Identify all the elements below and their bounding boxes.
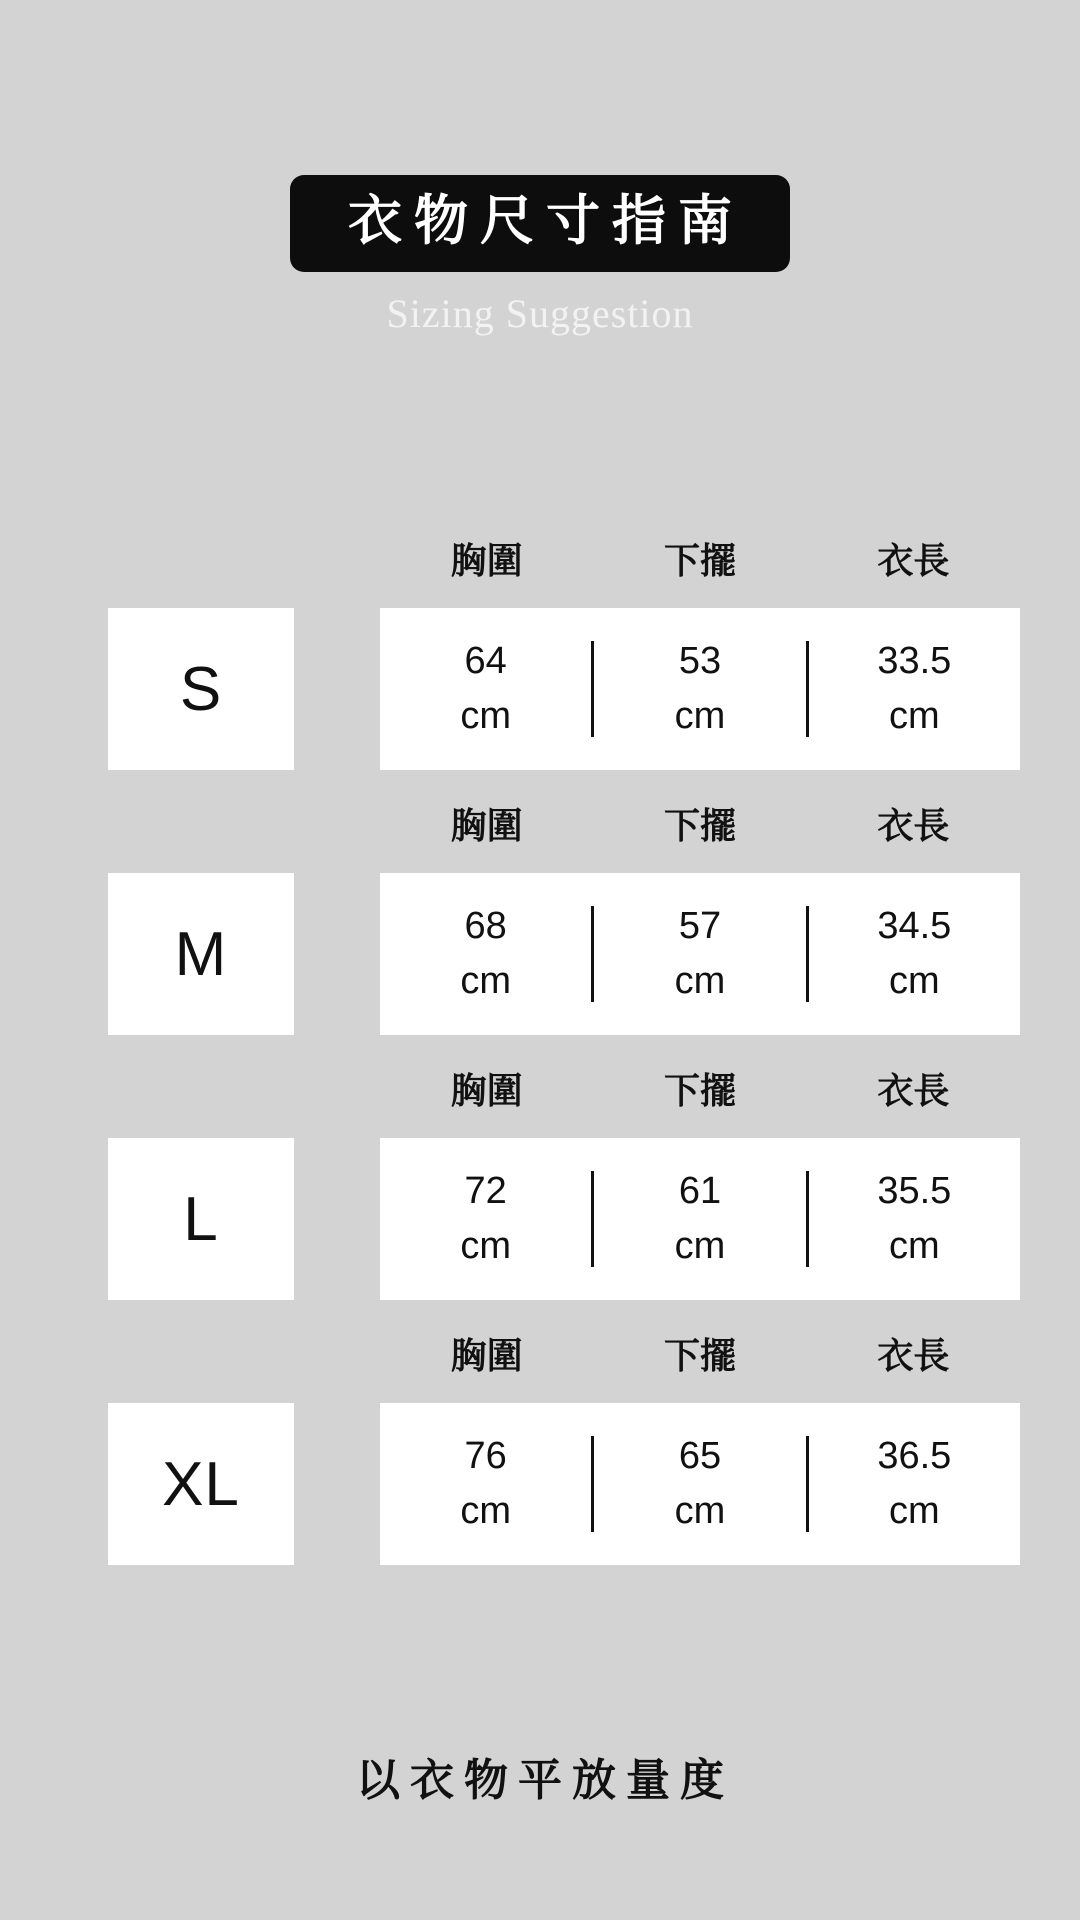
column-header-hem: 下擺 [663, 1071, 736, 1111]
cell-value: 76 [464, 1434, 507, 1477]
column-headers [380, 1325, 1020, 1387]
cell-value: 35.5 [877, 1169, 952, 1212]
cell-hem-m [594, 899, 805, 1009]
cell-unit: cm [674, 960, 726, 1002]
cell-unit: cm [888, 960, 940, 1002]
cell-length-l [809, 1164, 1020, 1274]
column-header-length: 衣長 [877, 806, 950, 846]
column-header-chest: 胸圍 [450, 1336, 523, 1376]
column-header-hem: 下擺 [663, 806, 736, 846]
cell-length-xl [809, 1429, 1020, 1539]
cell-chest-m [380, 899, 591, 1009]
cell-value: 53 [678, 639, 722, 682]
cell-value: 57 [678, 904, 722, 947]
cell-value: 34.5 [877, 904, 952, 947]
column-header-chest: 胸圍 [450, 1071, 523, 1111]
column-header-length: 衣長 [877, 1336, 950, 1376]
cell-length-s [809, 634, 1020, 744]
cell-chest-l [380, 1164, 591, 1274]
cell-hem-xl [594, 1429, 805, 1539]
column-headers [380, 1060, 1020, 1122]
column-header-chest: 胸圍 [450, 541, 523, 581]
table-row [0, 795, 1080, 1060]
column-header-length: 衣長 [877, 541, 950, 581]
column-header-length: 衣長 [877, 1071, 950, 1111]
column-header-hem: 下擺 [663, 541, 736, 581]
cell-length-m [809, 899, 1020, 1009]
cell-chest-s [380, 634, 591, 744]
column-headers [380, 530, 1020, 592]
cell-value: 36.5 [877, 1434, 952, 1477]
value-strip-m [380, 873, 1020, 1035]
cell-value: 33.5 [877, 639, 952, 682]
cell-value: 72 [464, 1169, 507, 1212]
page-title: 衣物尺寸指南 [290, 175, 790, 272]
page-subtitle: Sizing Suggestion [386, 290, 694, 336]
size-label-m: M [108, 873, 294, 1035]
column-header-chest: 胸圍 [450, 806, 523, 846]
size-label-l: L [108, 1138, 294, 1300]
cell-hem-l [594, 1164, 805, 1274]
table-row [0, 1060, 1080, 1325]
cell-value: 64 [464, 639, 507, 682]
value-strip-s [380, 608, 1020, 770]
cell-unit: cm [460, 1225, 511, 1267]
cell-hem-s [594, 634, 805, 744]
table-row [0, 1325, 1080, 1590]
column-headers [380, 795, 1020, 857]
table-row [0, 530, 1080, 795]
cell-unit: cm [674, 1490, 726, 1532]
size-label-xl: XL [108, 1403, 294, 1565]
cell-unit: cm [888, 1225, 940, 1267]
cell-value: 65 [678, 1434, 722, 1477]
cell-value: 61 [678, 1169, 722, 1212]
cell-unit: cm [460, 960, 511, 1002]
column-header-hem: 下擺 [663, 1336, 736, 1376]
value-strip-l [380, 1138, 1020, 1300]
size-label-s: S [108, 608, 294, 770]
cell-unit: cm [674, 1225, 726, 1267]
cell-unit: cm [888, 1490, 940, 1532]
measurement-note: 以衣物平放量度 [356, 1756, 734, 1805]
page-header [0, 175, 1080, 337]
size-table [0, 530, 1080, 1590]
cell-value: 68 [464, 904, 507, 947]
cell-chest-xl [380, 1429, 591, 1539]
cell-unit: cm [460, 695, 511, 737]
cell-unit: cm [888, 695, 940, 737]
cell-unit: cm [674, 695, 726, 737]
value-strip-xl [380, 1403, 1020, 1565]
cell-unit: cm [460, 1490, 511, 1532]
